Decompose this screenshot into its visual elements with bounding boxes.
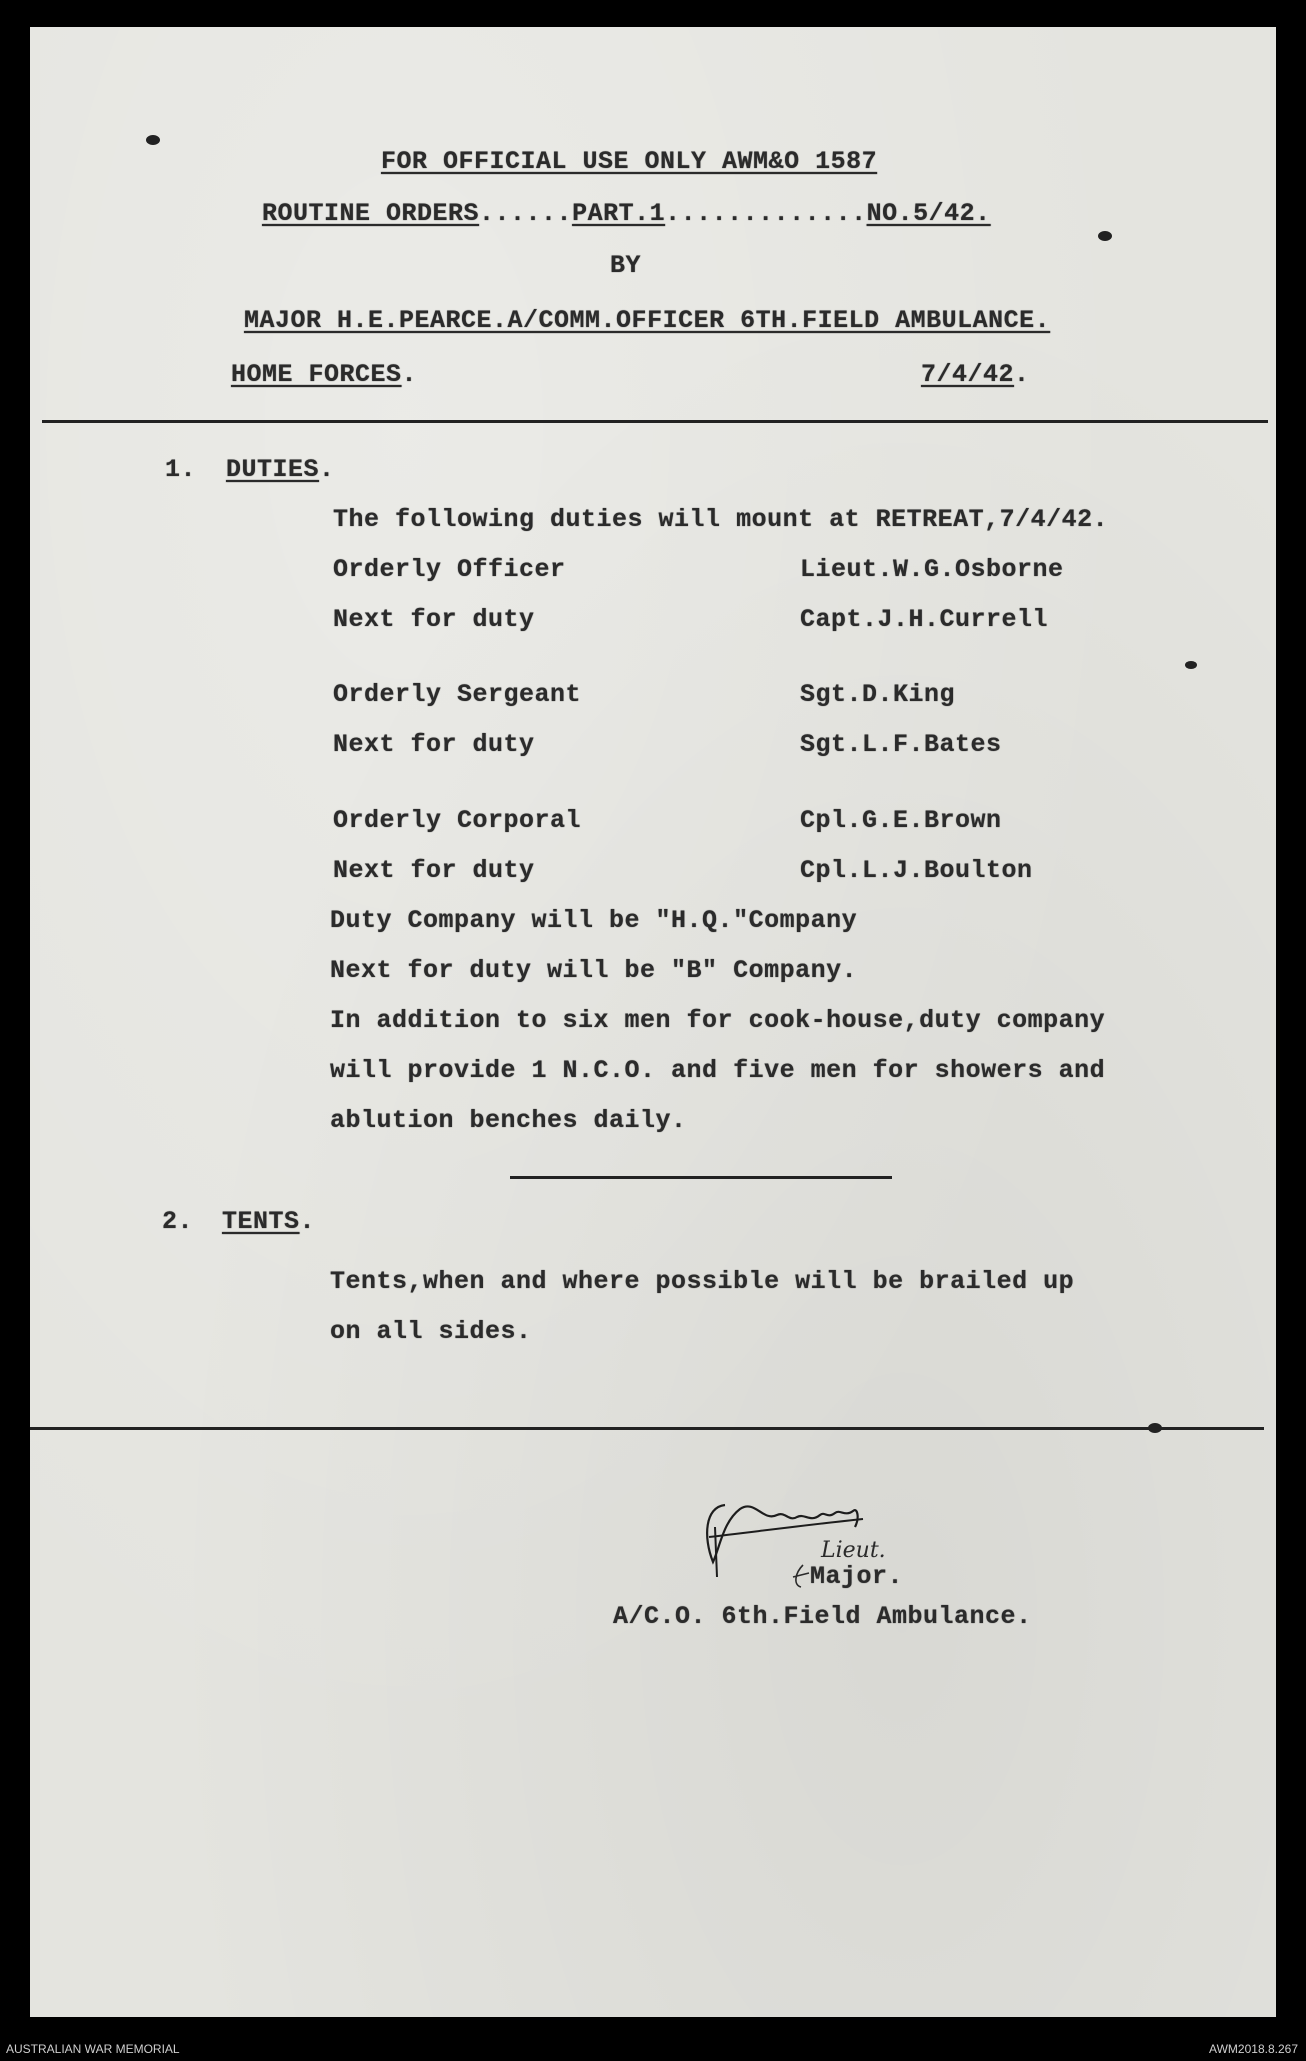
routine-orders-line xyxy=(262,199,991,228)
duty-role: Next for duty xyxy=(333,605,535,634)
section-1-title: DUTIES xyxy=(226,455,320,484)
duty-name: Cpl.G.E.Brown xyxy=(800,806,1002,835)
duty-role: Next for duty xyxy=(333,730,535,759)
duties-intro: The following duties will mount at RETREAT,7/4/42. xyxy=(333,505,1109,534)
duty-name: Sgt.L.F.Bates xyxy=(800,730,1002,759)
routine-dots-2: ............. xyxy=(665,199,867,228)
pin-hole-mark xyxy=(146,135,160,145)
routine-orders-label: ROUTINE ORDERS xyxy=(262,199,480,228)
official-use-heading: FOR OFFICIAL USE ONLY AWM&O 1587 xyxy=(381,147,878,176)
archive-reference: AWM2018.8.267 xyxy=(1209,2042,1298,2056)
routine-number: NO.5/42. xyxy=(866,199,991,228)
home-forces: HOME FORCES xyxy=(231,360,402,389)
duties-text-line: In addition to six men for cook-house,duty company xyxy=(330,1006,1106,1035)
tents-text-line: Tents,when and where possible will be brailed up xyxy=(330,1267,1075,1296)
duty-name: Capt.J.H.Currell xyxy=(800,605,1049,634)
home-forces-line: HOME FORCES. xyxy=(231,360,418,389)
section-2-title-line: TENTS. xyxy=(222,1207,316,1236)
duty-role: Orderly Sergeant xyxy=(333,680,582,709)
header-divider xyxy=(42,420,1268,423)
document-page xyxy=(30,27,1276,2017)
by-line: BY xyxy=(610,251,642,280)
signatory-office: A/C.O. 6th.Field Ambulance. xyxy=(613,1602,1032,1631)
pin-hole-mark xyxy=(1148,1423,1162,1433)
duties-text-line: will provide 1 N.C.O. and five men for showers and xyxy=(330,1056,1106,1085)
duty-role: Next for duty xyxy=(333,856,535,885)
duty-role: Orderly Corporal xyxy=(333,806,582,835)
section-2-title: TENTS xyxy=(222,1207,300,1236)
duties-text-line: Duty Company will be "H.Q."Company xyxy=(330,906,858,935)
pin-hole-mark xyxy=(1098,231,1112,241)
archive-credit: AUSTRALIAN WAR MEMORIAL xyxy=(6,2042,180,2056)
routine-dots-1: ...... xyxy=(479,199,573,228)
duty-role: Orderly Officer xyxy=(333,555,566,584)
duty-name: Sgt.D.King xyxy=(800,680,956,709)
section-2-number: 2. xyxy=(162,1207,194,1236)
pin-hole-mark xyxy=(1185,661,1197,669)
duty-name: Lieut.W.G.Osborne xyxy=(800,555,1064,584)
duty-name: Cpl.L.J.Boulton xyxy=(800,856,1033,885)
section-divider xyxy=(510,1176,892,1179)
duties-text-line: Next for duty will be "B" Company. xyxy=(330,956,858,985)
signature-lieut: Lieut. xyxy=(821,1538,886,1563)
duties-text-line: ablution benches daily. xyxy=(330,1106,687,1135)
issue-date: 7/4/42 xyxy=(921,360,1015,389)
section-1-title-line: DUTIES. xyxy=(226,455,335,484)
footer-divider xyxy=(30,1427,1264,1430)
tents-text-line: on all sides. xyxy=(330,1317,532,1346)
section-1-number: 1. xyxy=(165,455,197,484)
routine-part: PART.1 xyxy=(572,199,666,228)
issue-date-line: 7/4/42. xyxy=(921,360,1030,389)
issuing-officer: MAJOR H.E.PEARCE.A/COMM.OFFICER 6TH.FIELD AMBULANCE. xyxy=(244,306,1051,335)
signatory-rank: Major. xyxy=(810,1562,904,1591)
